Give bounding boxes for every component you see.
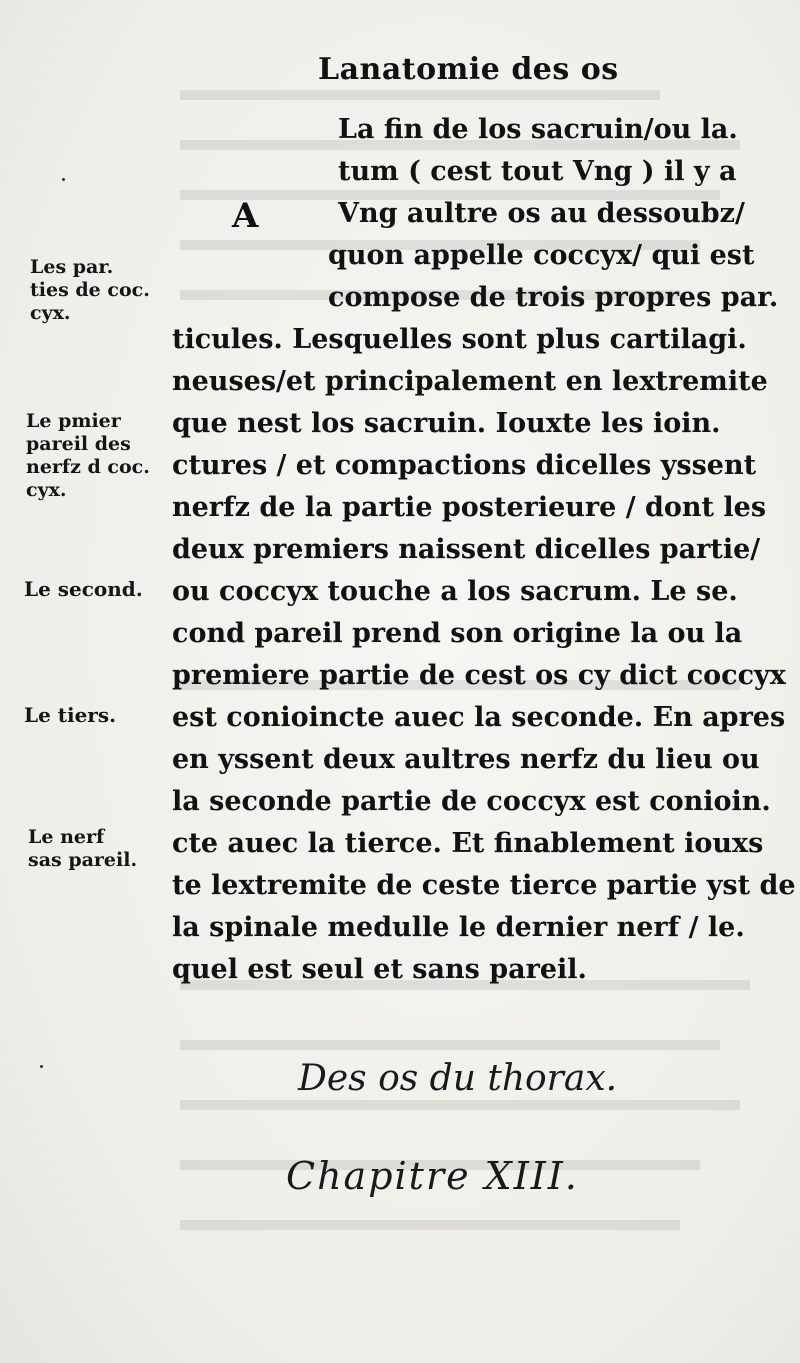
- text-line: ctures / et compactions dicelles yssent: [172, 450, 757, 481]
- text-line: cte auec la tierce. Et finablement iouxs: [172, 828, 764, 859]
- text-line: Vng aultre os au dessoubz/: [338, 198, 745, 229]
- margin-note: Le second.: [24, 577, 143, 601]
- text-line: en yssent deux aultres nerfz du lieu ou: [172, 744, 760, 775]
- chapter-heading: Chapitre XIII.: [286, 1154, 579, 1198]
- text-line: ticules. Lesquelles sont plus cartilagi.: [172, 324, 747, 355]
- margin-note: Le pmier pareil des nerfz d coc. cyx.: [26, 410, 150, 501]
- drop-cap-initial: A: [232, 196, 259, 236]
- text-line: quel est seul et sans pareil.: [172, 954, 587, 985]
- text-line: la seconde partie de coccyx est conioin.: [172, 786, 771, 817]
- ink-speck: [62, 178, 65, 181]
- margin-note: Le nerf sas pareil.: [28, 826, 138, 871]
- text-line: nerfz de la partie posterieure / dont les: [172, 492, 767, 523]
- text-line: La fin de los sacruin/ou la.: [338, 114, 738, 145]
- text-line: cond pareil prend son origine la ou la: [172, 618, 743, 649]
- ink-speck: [40, 1065, 43, 1068]
- margin-note: Le tiers.: [24, 703, 117, 727]
- text-line: deux premiers naissent dicelles partie/: [172, 534, 761, 565]
- text-line: te lextremite de ceste tierce partie yst de: [172, 870, 796, 901]
- text-line: neuses/et principalement en lextremite: [172, 366, 768, 397]
- text-line: ou coccyx touche a los sacrum. Le se.: [172, 576, 738, 607]
- text-line: est conioincte auec la seconde. En apres: [172, 702, 786, 733]
- text-line: quon appelle coccyx/ qui est: [328, 240, 755, 271]
- text-line: compose de trois propres par.: [328, 282, 779, 313]
- section-title: Des os du thorax.: [298, 1058, 618, 1099]
- text-line: la spinale medulle le dernier nerf / le.: [172, 912, 745, 943]
- text-line: que nest los sacruin. Iouxte les ioin.: [172, 408, 721, 439]
- text-line: premiere partie de cest os cy dict coccyx: [172, 660, 786, 691]
- running-head: Lanatomie des os: [318, 52, 619, 87]
- text-line: tum ( cest tout Vng ) il y a: [338, 156, 737, 187]
- margin-note: Les par. ties de coc. cyx.: [30, 256, 150, 324]
